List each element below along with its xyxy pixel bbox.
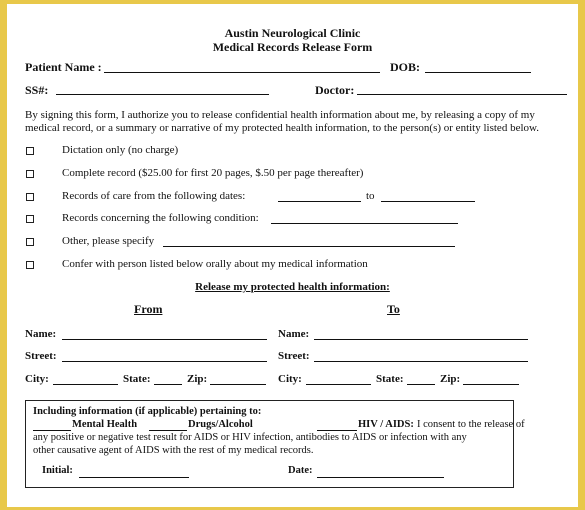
option-label-dates: Records of care from the following dates: <box>62 190 246 202</box>
from-city-field[interactable] <box>53 384 118 385</box>
from-street-label: Street: <box>25 350 57 362</box>
option-checkbox-condition[interactable] <box>26 215 34 223</box>
consent-text-line-3: other causative agent of AIDS with the rest of my medical records. <box>33 445 314 456</box>
to-street-field[interactable] <box>314 361 528 362</box>
drugs-alcohol-field[interactable] <box>149 430 187 431</box>
from-street-field[interactable] <box>62 361 267 362</box>
doctor-field[interactable] <box>357 94 567 95</box>
special-information-box <box>25 400 525 488</box>
other-specify-field[interactable] <box>163 246 455 247</box>
from-name-field[interactable] <box>62 339 267 340</box>
from-zip-field[interactable] <box>210 384 266 385</box>
option-label-complete-record: Complete record ($25.00 for first 20 pages, $.50 per page thereafter) <box>62 167 364 179</box>
from-name-label: Name: <box>25 328 57 340</box>
from-zip-label: Zip: <box>187 373 208 385</box>
patient-name-label: Patient Name : <box>25 60 102 74</box>
from-state-field[interactable] <box>154 384 182 385</box>
to-city-field[interactable] <box>306 384 371 385</box>
option-checkbox-other[interactable] <box>26 238 34 246</box>
to-state-field[interactable] <box>407 384 435 385</box>
mental-health-label: Mental Health <box>72 419 138 430</box>
ssn-label: SS#: <box>25 83 49 97</box>
special-heading: Including information (if applicable) pertaining to: <box>33 406 262 417</box>
clinic-name: Austin Neurological Clinic <box>224 26 361 40</box>
drugs-alcohol-label: Drugs/Alcohol <box>188 419 253 430</box>
to-name-label: Name: <box>278 328 310 340</box>
to-name-field[interactable] <box>314 339 528 340</box>
option-checkbox-confer[interactable] <box>26 261 34 269</box>
from-city-label: City: <box>25 373 49 385</box>
to-heading: To <box>387 302 400 316</box>
form-title: Medical Records Release Form <box>212 40 373 54</box>
condition-field[interactable] <box>271 223 458 224</box>
doctor-label: Doctor: <box>315 83 355 97</box>
hiv-aids-label: HIV / AIDS: <box>358 419 414 430</box>
consent-text-line-1: I consent to the release of <box>417 419 525 430</box>
dates-from-field[interactable] <box>278 201 361 202</box>
option-label-other: Other, please specify <box>62 235 155 247</box>
release-heading: Release my protected health information: <box>195 281 390 293</box>
consent-text-line-2: any positive or negative test result for AIDS or HIV infection, antibodies to AIDS or infection with any <box>33 432 467 443</box>
option-checkbox-dates[interactable] <box>26 193 34 201</box>
date-field[interactable] <box>317 477 444 478</box>
ssn-field[interactable] <box>56 94 269 95</box>
hiv-aids-field[interactable] <box>317 430 357 431</box>
patient-name-field[interactable] <box>104 72 380 73</box>
date-label: Date: <box>288 465 313 476</box>
option-label-confer: Confer with person listed below orally about my medical information <box>62 258 368 270</box>
option-checkbox-dictation[interactable] <box>26 147 34 155</box>
dob-label: DOB: <box>390 60 420 74</box>
authorization-text-line-1: By signing this form, I authorize you to release confidential health information about me, by releasing a copy of my <box>25 109 535 121</box>
to-zip-label: Zip: <box>440 373 461 385</box>
to-state-label: State: <box>376 373 404 385</box>
to-city-label: City: <box>278 373 302 385</box>
option-label-condition: Records concerning the following condition: <box>62 212 259 224</box>
form-page <box>7 4 578 507</box>
to-zip-field[interactable] <box>463 384 519 385</box>
to-street-label: Street: <box>278 350 310 362</box>
from-state-label: State: <box>123 373 151 385</box>
authorization-text-line-2: medical record, or a summary or narrative of my protected health information, to the person(s) or entity listed below. <box>25 122 539 134</box>
from-heading: From <box>134 302 163 316</box>
option-checkbox-complete-record[interactable] <box>26 170 34 178</box>
mental-health-field[interactable] <box>33 430 71 431</box>
dates-to-label: to <box>366 190 375 202</box>
dates-to-field[interactable] <box>381 201 475 202</box>
option-label-dictation: Dictation only (no charge) <box>62 144 179 156</box>
initial-label: Initial: <box>42 465 73 476</box>
initial-field[interactable] <box>79 477 189 478</box>
dob-field[interactable] <box>425 72 531 73</box>
